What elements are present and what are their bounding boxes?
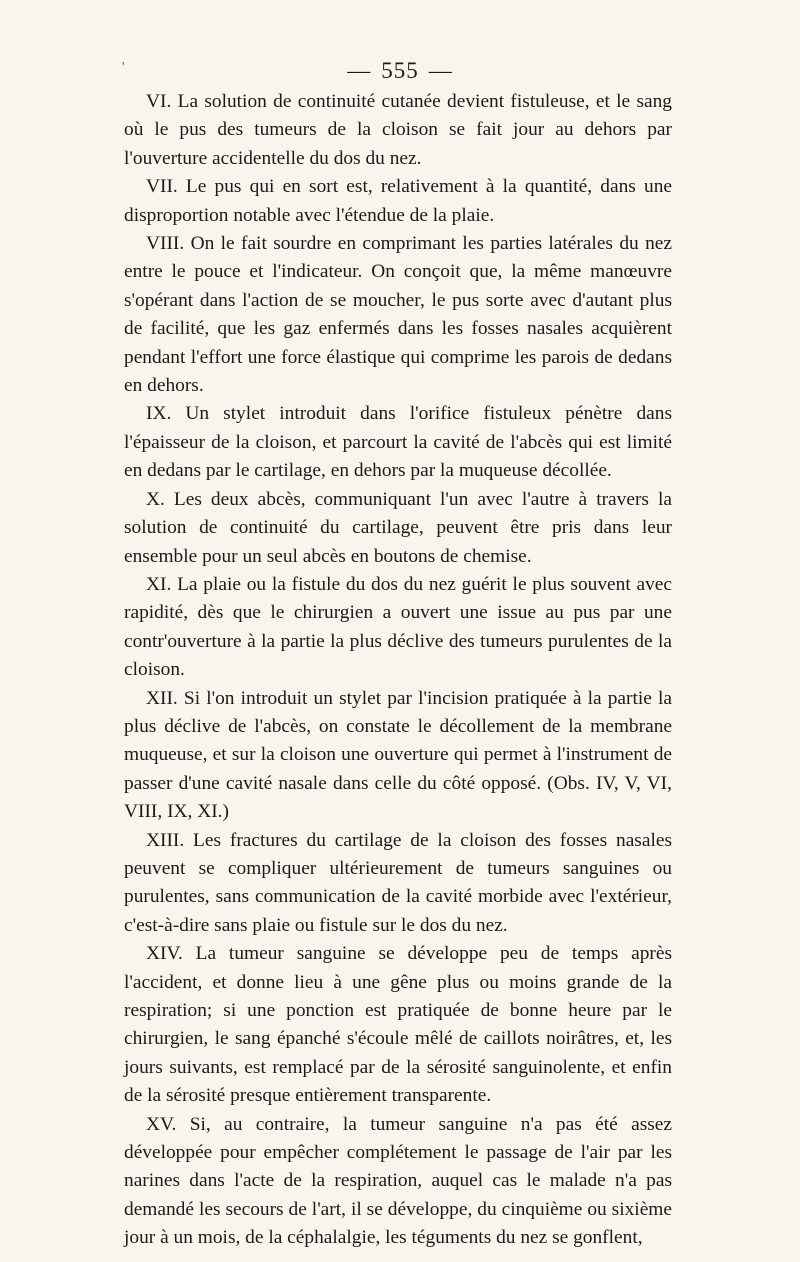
paragraph-xv: XV. Si, au contraire, la tumeur sanguine n'a pas été assez développée pour empêcher complétement le passage de l'air par les narines dans l'acte de la respiration, auquel cas le malade n'a pas demandé les secours de l'art, il se développe, du cinquième ou sixième jour à un mois, de la céphalalgie, les téguments du nez se gonflent, bbox=[124, 1113, 672, 1249]
paragraph-vii: VII. Le pus qui en sort est, relativement à la quantité, dans une disproportion notable avec l'étendue de la plaie. bbox=[124, 176, 672, 226]
paragraph-ix: IX. Un stylet introduit dans l'orifice fistuleux pénètre dans l'épaisseur de la cloison, et parcourt la cavité de l'abcès qui est limité en dedans par le cartilage, en dehors par la muqueuse décollée. bbox=[124, 403, 672, 482]
paragraph-xiv: XIV. La tumeur sanguine se développe peu de temps après l'accident, et donne lieu à une gêne plus ou moins grande de la respiration; si une ponction est pratiquée de bonne heure par le chirurgien, le sang épanché s'écoule mêlé de caillots noirâtres, et, les jours suivants, est remplacé par de la sérosité sanguinolente, et enfin de la sérosité presque entièrement transparente. bbox=[124, 943, 672, 1107]
paragraph-xi: XI. La plaie ou la fistule du dos du nez guérit le plus souvent avec rapidité, dès que le chirurgien a ouvert une issue au pus par une contr'ouverture à la partie la plus déclive des tumeurs purulentes de la cloison. bbox=[124, 573, 672, 681]
page-number: 555 bbox=[381, 58, 419, 83]
paragraph-vi: VI. La solution de continuité cutanée devient fistuleuse, et le sang où le pus des tumeurs de la cloison se fait jour au dehors par l'ouverture accidentelle du dos du nez. bbox=[124, 91, 672, 169]
paragraph-viii: VIII. On le fait sourdre en comprimant les parties latérales du nez entre le pouce et l'indicateur. On conçoit que, la même manœuvre s'opérant dans l'action de se moucher, le pus sorte avec d'autant plus de facilité, que les gaz enfermés dans les fosses nasales acquièrent pendant l'effort une force élastique qui comprime les parois de dedans en dehors. bbox=[124, 233, 672, 397]
dash-right: — bbox=[428, 58, 453, 83]
stray-mark: ' bbox=[122, 60, 125, 75]
paragraph-xiii: XIII. Les fractures du cartilage de la cloison des fosses nasales peuvent se compliquer ultérieurement de tumeurs sanguines ou purulentes, sans communication de la cavité morbide avec l'extérieur, c'est-à-dire sans plaie ou fistule sur le dos du nez. bbox=[124, 829, 672, 936]
body-text bbox=[124, 88, 672, 1253]
page-number-header bbox=[0, 58, 800, 84]
paragraph-x: X. Les deux abcès, communiquant l'un avec l'autre à travers la solution de continuité du cartilage, peuvent être pris dans leur ensemble pour un seul abcès en boutons de chemise. bbox=[124, 488, 672, 567]
paragraph-xii: XII. Si l'on introduit un stylet par l'incision pratiquée à la partie la plus déclive de l'abcès, on constate le décollement de la membrane muqueuse, et sur la cloison une ouverture qui permet à l'instrument de passer d'une cavité nasale dans celle du côté opposé. (Obs. IV, V, VI, VIII, IX, XI.) bbox=[124, 687, 672, 823]
dash-left: — bbox=[347, 58, 372, 83]
